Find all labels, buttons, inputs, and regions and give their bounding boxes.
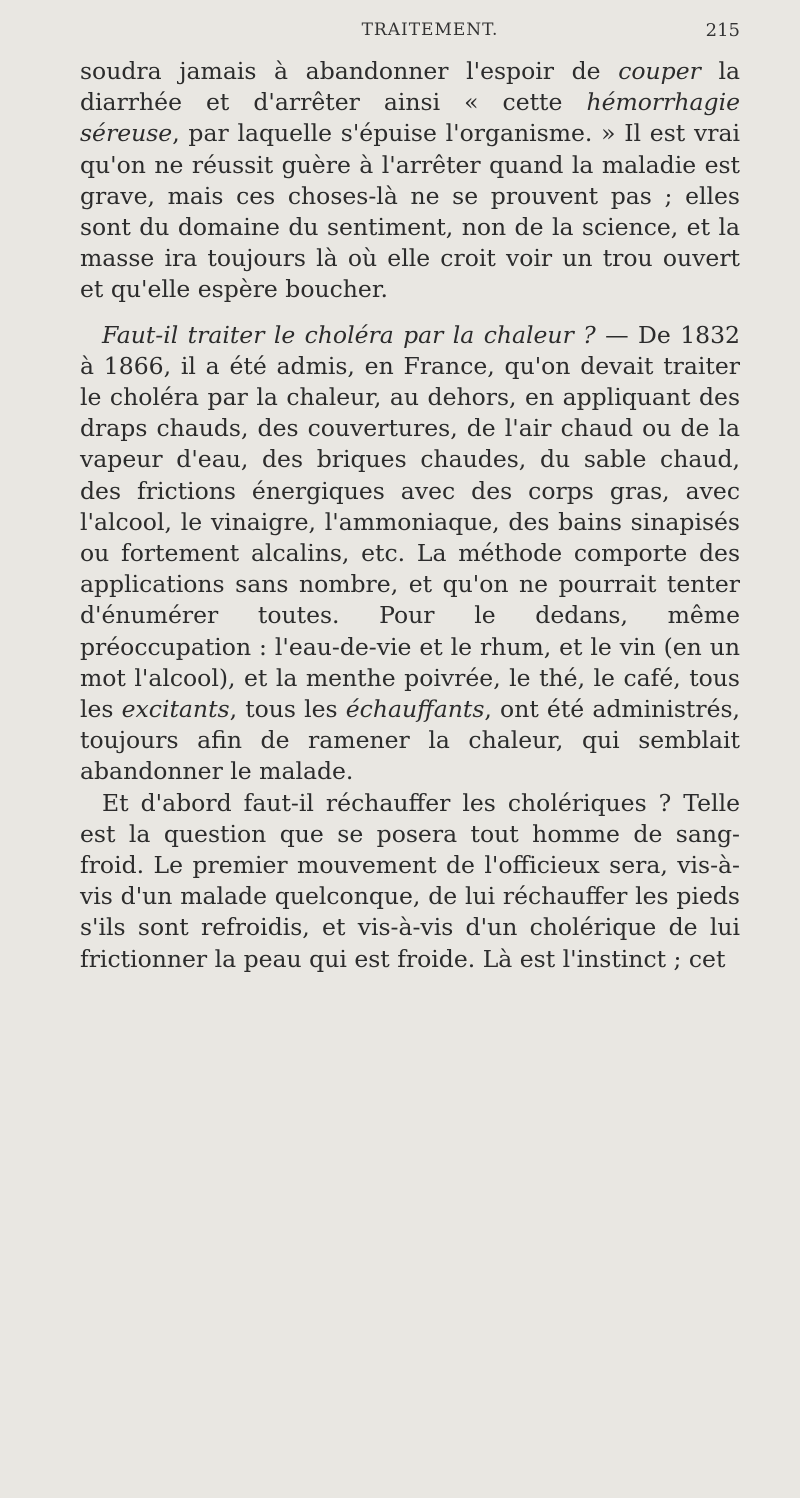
paragraph-1 [80,56,740,306]
paragraph-2 [80,320,740,788]
paragraph-1-italic-couper: couper [618,57,701,85]
body-text [80,56,740,975]
paragraph-3-text-a: Et d'abord faut-il réchauffer les cholériques ? Telle est la question que se posera tout homme de sang-froid. Le premier mouvement de l'officieux sera, vis-à-vis d'un malade quelconque, de lui réchauffer les pieds s'ils sont refroidis, et vis-à-vis d'un cholérique de lui frictionner la peau qui est froide. Là est l'instinct ; cet [80,788,740,973]
running-head: TRAITEMENT. [361,20,499,40]
paragraph-2-text-f: , ont été administrés, toujours afin de ramener la chaleur, qui semblait abandonner le malade. [80,695,741,786]
paragraph-2-italic-excitants: excitants [121,695,230,724]
paragraph-1-text-a: soudra jamais à abandonner l'espoir de [80,57,619,85]
paragraph-2-text-b: — De 1832 à 1866, il a été admis, en France, qu'on devait traiter le choléra par la chaleur, au dehors, en appliquant des draps chauds, des couvertures, de l'air chaud ou de la vapeur d'eau, des briques chaudes, du sable chaud, des frictions énergiques avec des corps gras, avec l'alcool, le vinaigre, l'ammoniaque, des bains sinapisés ou fortement alcalins, etc. La méthode comporte des applications sans nombre, et qu'on ne pourrait tenter d'énumérer toutes. Pour le dedans, même préoccupation : l'eau-de-vie et le rhum, et le vin (en un mot l'alcool), et la menthe poivrée, le thé, le café, tous les [80,320,740,724]
paragraph-2-text-d: , tous les [229,695,346,724]
paragraph-1-text-c: la diarrhée et d'arrêter ainsi « cette [80,57,740,117]
page-number: 215 [705,20,740,41]
paragraph-1-text-e: , par laquelle s'épuise l'organisme. » Il est vrai qu'on ne réussit guère à l'arrêter quand la maladie est grave, mais ces choses-là ne se prouvent pas ; elles sont du domaine du sentiment, non de la science, et la masse ira toujours là où elle croit voir un trou ouvert et qu'elle espère boucher. [80,119,740,304]
section-heading-chaleur: Faut-il traiter le choléra par la chaleur ? [102,320,596,349]
paragraph-2-italic-echauffants: échauffants [345,695,485,724]
paragraph-1-italic-hemorrhagie: hémorrhagie séreuse [80,88,740,148]
paragraph-3 [80,788,740,975]
page-header [120,20,740,44]
